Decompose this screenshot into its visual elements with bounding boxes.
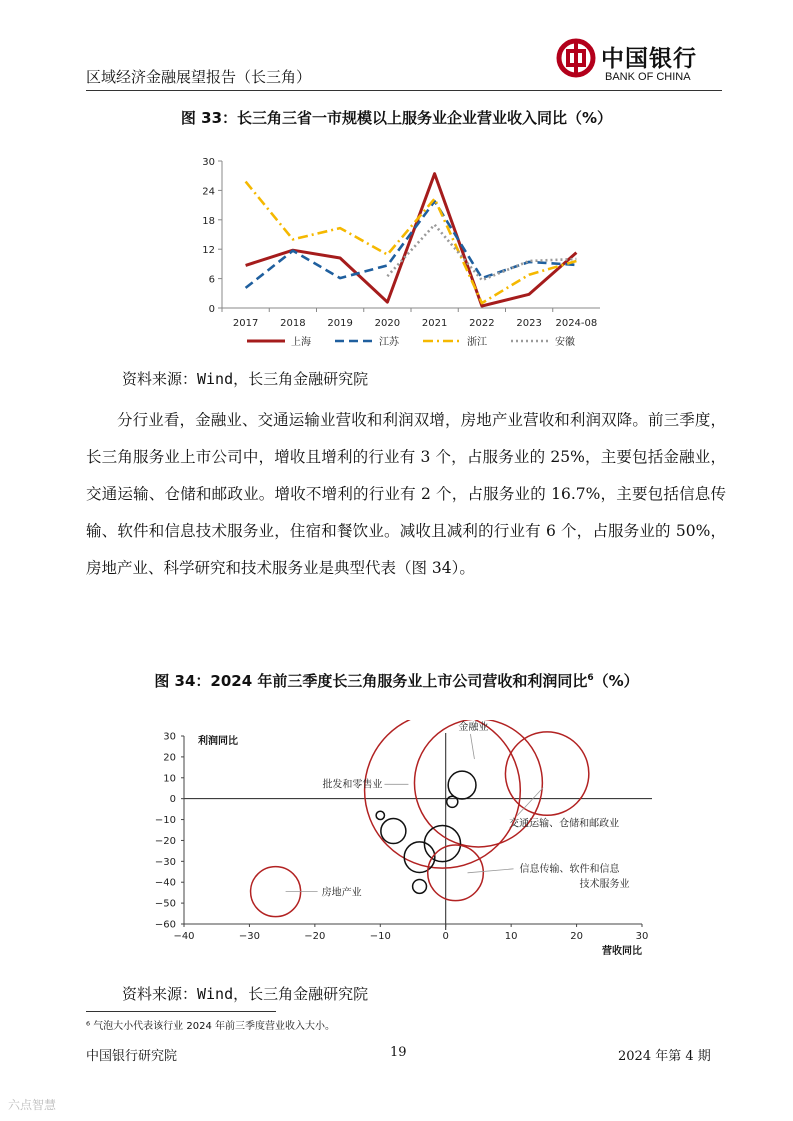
x-axis-title: 营收同比	[602, 946, 642, 957]
x-tick-label: 2024-08	[555, 318, 598, 329]
issue-number: 2024 年第 4 期	[618, 1049, 711, 1064]
logo-english-name: BANK OF CHINA	[605, 71, 691, 83]
figure-33-line-chart	[190, 148, 610, 360]
y-axis-title: 利润同比	[198, 736, 238, 747]
annotation-leader-1	[470, 734, 474, 759]
x-tick-label: −30	[238, 931, 260, 942]
y-tick-label: 24	[202, 186, 215, 198]
footnote-marker: 6	[587, 673, 594, 683]
x-tick-label: 2019	[327, 318, 353, 329]
figure-34-title	[0, 670, 793, 691]
series-line-2	[246, 201, 577, 288]
annotation-finance: 金融业	[458, 722, 489, 733]
y-tick-label: 6	[208, 274, 215, 286]
figure-34-title-text: 图 34：2024 年前三季度长三角服务业上市公司营收和利润同比	[154, 672, 588, 690]
footnote-divider	[86, 1011, 276, 1012]
report-title: 区域经济金融展望报告（长三角）	[86, 68, 312, 86]
y-tick-label: −40	[154, 877, 176, 889]
footer-institute: 中国银行研究院	[86, 1049, 178, 1064]
legend-label-1: 上海	[291, 337, 311, 348]
figure-34-bubble-chart	[140, 720, 670, 970]
y-tick-label: 30	[163, 731, 176, 743]
x-tick-label: 2022	[469, 318, 495, 329]
x-tick-label: 20	[570, 931, 583, 942]
annotation-it-line1: 信息传输、软件和信息	[519, 863, 620, 875]
figure-33-source: 资料来源：Wind，长三角金融研究院	[122, 370, 369, 388]
x-tick-label: 10	[504, 931, 518, 942]
y-tick-label: 18	[202, 215, 215, 227]
footnote: ⁶ 气泡大小代表该行业 2024 年前三季度营业收入大小。	[86, 1021, 335, 1032]
x-tick-label: −10	[369, 931, 391, 942]
bubble-10	[413, 879, 427, 893]
header-divider	[86, 90, 722, 91]
y-tick-label: 0	[208, 304, 215, 315]
series-line-1	[246, 174, 577, 306]
x-tick-label: −20	[304, 931, 326, 942]
y-tick-label: −10	[154, 815, 176, 827]
x-tick-label: 2017	[232, 318, 259, 329]
bank-logo-icon	[556, 38, 596, 78]
logo-chinese-name: 中国银行	[601, 46, 697, 72]
x-tick-label: 2018	[280, 318, 306, 329]
annotation-wholesale: 批发和零售业	[322, 779, 383, 791]
x-tick-label: −40	[173, 931, 195, 942]
figure-34-title-unit: （%）	[593, 672, 639, 690]
watermark: 六点智慧	[8, 1098, 57, 1112]
y-tick-label: 12	[202, 245, 215, 257]
bubble-6	[376, 811, 384, 819]
annotation-real-estate: 房地产业	[321, 887, 362, 899]
annotation-transport: 交通运输、仓储和邮政业	[509, 818, 620, 830]
bubble-8	[424, 826, 460, 862]
y-tick-label: 30	[202, 157, 215, 168]
x-tick-label: 2021	[421, 318, 448, 329]
legend-label-4: 安徽	[555, 337, 575, 348]
y-tick-label: 0	[169, 794, 176, 806]
figure-34-source: 资料来源：Wind，长三角金融研究院	[122, 985, 369, 1003]
x-tick-label: 2020	[374, 318, 401, 329]
legend-label-3: 浙江	[467, 337, 487, 348]
annotation-it-line2: 技术服务业	[579, 878, 630, 890]
series-line-4	[387, 225, 576, 280]
figure-33-title: 图 33：长三角三省一市规模以上服务业企业营业收入同比（%）	[180, 109, 613, 127]
y-tick-label: 10	[163, 773, 176, 785]
y-tick-label: −30	[154, 856, 176, 868]
legend-label-2: 江苏	[379, 337, 399, 348]
y-tick-label: −20	[154, 835, 176, 847]
body-paragraph: 分行业看，金融业、交通运输业营收和利润双增，房地产业营收和利润双降。前三季度，长三角服务业上市公司中，增收且增利的行业有 3 个，占服务业的 25%，主要包括金融业，交通运输、仓储和邮政业。增收不增利的行业有 2 个，占服务业的 16.7%，主要包括信息传输、软件和信息技术服务业，住宿和餐饮业。减收且减利的行业有 6 个，占服务业的 50%，房地产业、科学研究和技术服务业是典型代表（图 34）。	[86, 411, 726, 577]
annotation-leader-4	[468, 869, 514, 873]
y-tick-label: −60	[154, 919, 176, 931]
bubble-11	[428, 845, 484, 901]
y-tick-label: −50	[154, 898, 176, 910]
bubble-4	[448, 771, 476, 799]
bubble-1	[365, 720, 521, 868]
page-number: 19	[390, 1045, 407, 1060]
x-tick-label: 2023	[516, 318, 542, 329]
x-tick-label: 30	[635, 931, 649, 942]
x-tick-label: 0	[442, 931, 449, 942]
series-line-3	[246, 182, 577, 304]
bubble-7	[381, 819, 406, 844]
y-tick-label: 20	[163, 752, 176, 764]
bubble-5	[447, 796, 458, 807]
